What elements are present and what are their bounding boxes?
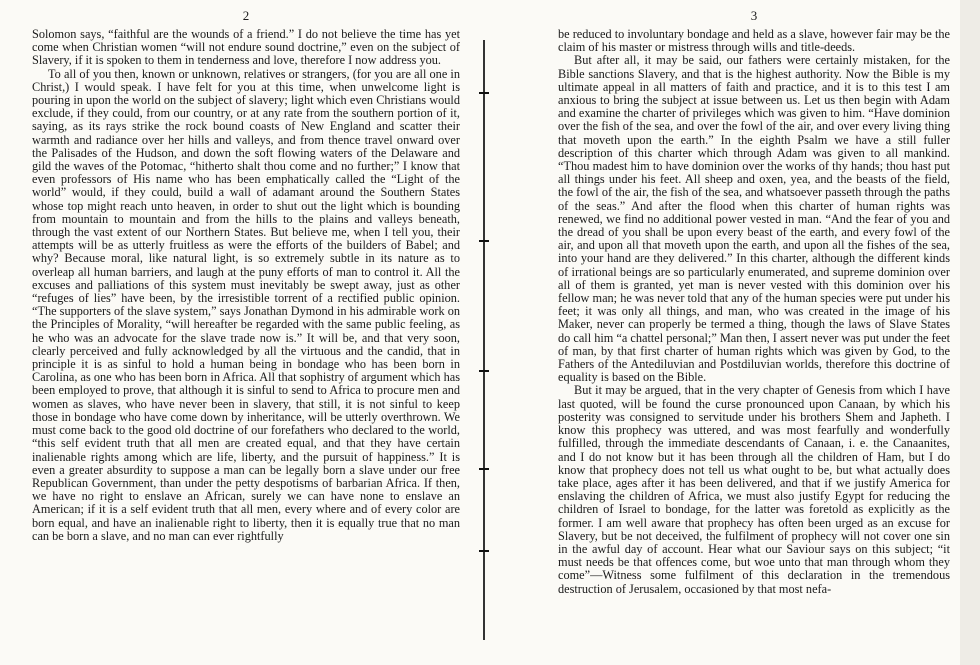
right-paragraph-1: be reduced to involuntary bondage and held as a slave, however fair may be the claim of his master or mistress through wills and title-deeds.	[558, 27, 950, 55]
stitch-mark	[479, 240, 489, 242]
right-page-text	[558, 28, 950, 596]
left-paragraph-1: Solomon says, “faithful are the wounds of a friend.” I do not believe the time has yet come when Christian women “will not endure sound doctrine,” even on the subject of Slavery, if it is spoken to them in tenderness and love, therefore I now address you.	[32, 27, 460, 68]
left-page-number: 2	[242, 8, 250, 23]
left-page-text	[32, 28, 460, 543]
stitch-mark	[479, 550, 489, 552]
stitch-mark	[479, 92, 489, 94]
stitch-mark	[479, 468, 489, 470]
right-page	[490, 0, 980, 665]
left-page	[0, 0, 476, 665]
book-spine	[478, 0, 490, 665]
right-page-number: 3	[750, 8, 758, 23]
right-paragraph-3: But it may be argued, that in the very chapter of Genesis from which I have last quoted, will be found the curse pronounced upon Canaan, by which his posterity was consigned to servitude under his brothers Shem and Japheth. I know this prophecy was uttered, and was most fearfully and wonderfully fulfilled, through the immediate descendants of Canaan, i. e. the Canaanites, and I do not know but it has been through all the children of Ham, but I do know that prophecy does not tell us what ought to be, but what actually does take place, ages after it has been delivered, and that if we justify America for enslaving the children of Africa, we must also justify Egypt for reducing the children of Israel to bondage, for the latter was foretold as explicitly as the former. I am well aware that prophecy has often been urged as an excuse for Slavery, but be not deceived, the fulfilment of prophecy will not cover one sin in the awful day of account. Hear what our Saviour says on this subject; “it must needs be that offences come, but woe unto that man through whom they come”—Witness some fulfilment of this declaration in the tremendous destruction of Jerusalem, occasioned by that most nefa-	[558, 383, 950, 596]
page-edge	[960, 0, 980, 665]
right-paragraph-2: But after all, it may be said, our fathers were certainly mistaken, for the Bible sanctions Slavery, and that is the highest authority. Now the Bible is my ultimate appeal in all matters of faith and practice, and it is to this test I am anxious to bring the subject at issue between us. Let us then begin with Adam and examine the charter of privileges which was given to him. “Have dominion over the fish of the sea, and over the fowl of the air, and over every living thing that moveth upon the earth.” In the eighth Psalm we have a still fuller description of this charter which through Adam was given to all mankind. “Thou madest him to have dominion over the works of thy hands; thou hast put all things under his feet. All sheep and oxen, yea, and the beasts of the field, the fowl of the air, the fish of the sea, and whatsoever passeth through the paths of the seas.” And after the flood when this charter of human rights was renewed, we find no additional power vested in man. “And the fear of you and the dread of you shall be upon every beast of the earth, and every fowl of the air, and upon all that moveth upon the earth, and upon all the fishes of the sea, into your hand are they delivered.” In this charter, although the different kinds of irrational beings are so particularly enumerated, and supreme dominion over all of them is granted, yet man is never vested with this dominion over his fellow man; he was never told that any of the human species were put under his feet; it was only all things, and man, who was created in the image of his Maker, never can properly be termed a thing, though the laws of Slave States do call him “a chattel personal;” Man then, I assert never was put under the feet of man, by that first charter of human rights which was given by God, to the Fathers of the Antediluvian and Postdiluvian worlds, therefore this doctrine of equality is based on the Bible.	[558, 53, 950, 385]
left-paragraph-2: To all of you then, known or unknown, relatives or strangers, (for you are all one in Christ,) I would speak. I have felt for you at this time, when unwelcome light is pouring in upon the world on the subject of slavery; light which even Christians would exclude, if they could, from our country, or at any rate from the southern portion of it, saying, as its rays strike the rock bound coasts of New England and scatter their warmth and radiance over her hills and valleys, and from thence travel onward over the Palisades of the Hudson, and down the soft flowing waters of the Delaware and gild the waves of the Potomac, “hitherto shalt thou come and no further;” I know that even professors of His name who has been emphatically called the “Light of the world” would, if they could, build a wall of adamant around the Southern States whose top might reach unto heaven, in order to shut out the light which is bounding from mountain to mountain and from the hills to the plains and valleys beneath, through the vast extent of our Northern States. But believe me, when I tell you, their attempts will be as utterly fruitless as were the efforts of the builders of Babel; and why? Because moral, like natural light, is so extremely subtle in its nature as to overleap all human barriers, and laugh at the puny efforts of man to control it. All the excuses and palliations of this system must inevitably be swept away, just as other “refuges of lies” have been, by the irresistible torrent of a rectified public opinion. “The supporters of the slave system,” says Jonathan Dymond in his admirable work on the Principles of Morality, “will hereafter be regarded with the same public feeling, as he who was an advocate for the slave trade now is.” It will be, and that very soon, clearly perceived and fully acknowledged by all the virtuous and the candid, that in principle it is as sinful to hold a human being in bondage who has been born in Carolina, as one who has been born in Africa. All that sophistry of argument which has been employed to prove, that although it is sinful to send to Africa to procure men and women as slaves, who have never been in slavery, that still, it is not sinful to keep those in bondage who have come down by inheritance, will be utterly overthrown. We must come back to the good old doctrine of our forefathers who declared to the world, “this self evident truth that all men are created equal, and that they have certain inalienable rights among which are life, liberty, and the pursuit of happiness.” It is even a greater absurdity to suppose a man can be legally born a slave under our free Republican Government, than under the petty despotisms of barbarian Africa. If then, we have no right to enslave an African, surely we can have none to enslave an American; if it is a self evident truth that all men, every where and of every color are born equal, and have an inalienable right to liberty, then it is equally true that no man can be born a slave, and no man can ever rightfully	[32, 66, 460, 543]
stitch-mark	[479, 370, 489, 372]
